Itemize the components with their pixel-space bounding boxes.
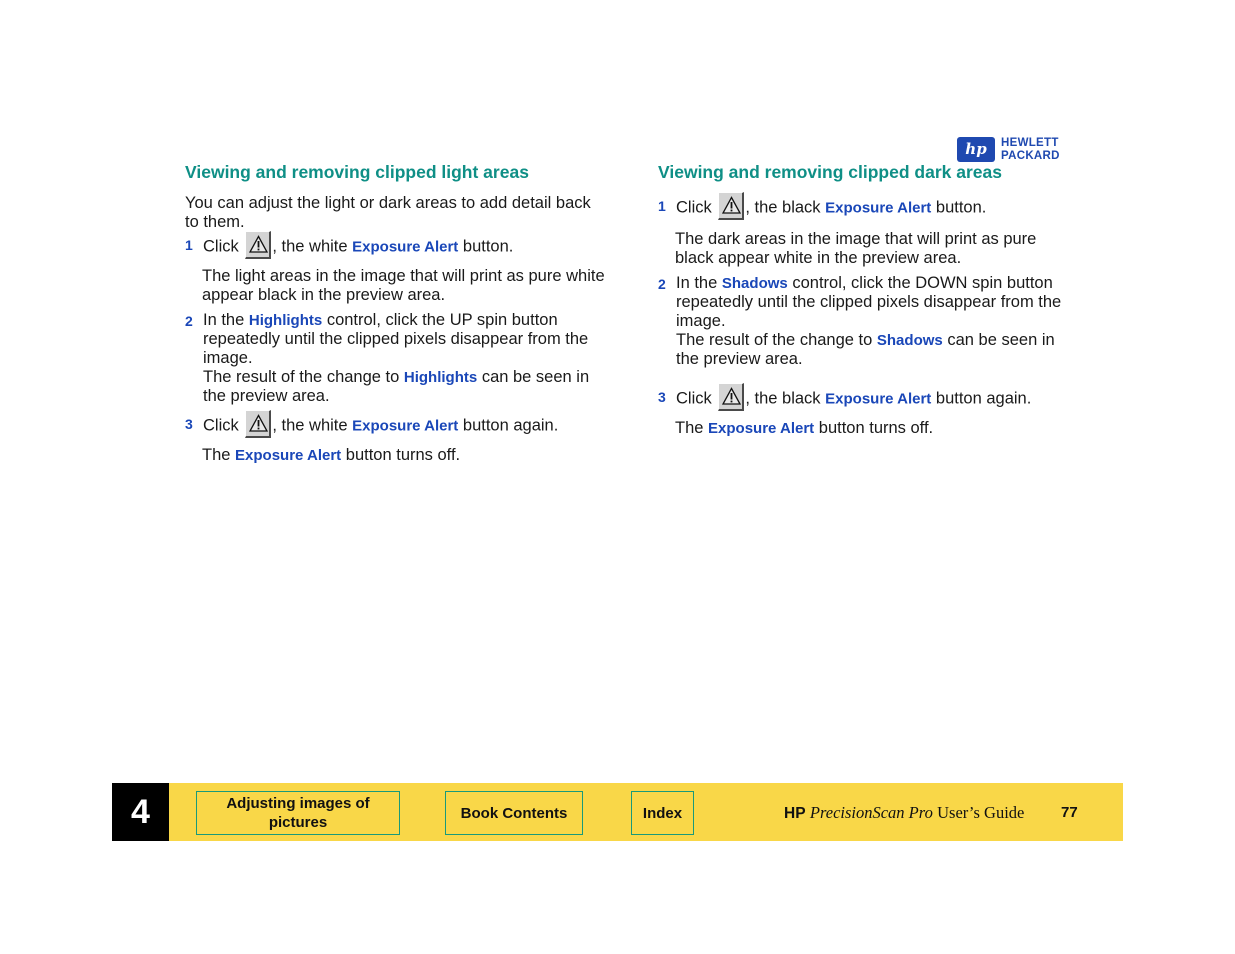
warning-triangle-icon [722, 196, 741, 215]
right-column [658, 160, 1078, 438]
warning-triangle-icon [249, 235, 268, 254]
step-text: The result of the change to [676, 331, 873, 349]
step-number: 3 [658, 389, 666, 405]
step-text: , the black [745, 198, 821, 217]
footer-bar [112, 783, 1123, 841]
step-number: 1 [658, 198, 666, 214]
step-number: 2 [658, 276, 666, 292]
step-text: In the [203, 311, 245, 329]
chapter-number: 4 [112, 783, 169, 841]
page-number: 77 [1061, 804, 1078, 821]
left-step-1-result: The light areas in the image that will print as pure white appear black in the preview area. [202, 267, 605, 304]
step-text: Click [676, 389, 712, 408]
exposure-alert-keyword: Exposure Alert [708, 420, 815, 437]
result-text: button turns off. [345, 446, 461, 464]
step-number: 1 [185, 237, 193, 253]
left-column [185, 160, 605, 465]
exposure-alert-keyword: Exposure Alert [352, 238, 459, 256]
shadows-keyword: Shadows [721, 275, 788, 292]
step-text: The result of the change to [203, 368, 400, 386]
step-text: , the black [745, 389, 821, 408]
result-text: button turns off. [818, 419, 934, 437]
result-text: The [202, 446, 231, 464]
exposure-alert-keyword: Exposure Alert [235, 447, 342, 464]
left-heading: Viewing and removing clipped light areas [185, 162, 529, 182]
book-contents-button[interactable]: Book Contents [445, 791, 583, 835]
hp-badge [957, 137, 995, 162]
result-text: The [675, 419, 704, 437]
right-step-3-result [658, 419, 1078, 438]
hp-badge-text: hp [965, 140, 987, 158]
step-text: control, click the DOWN spin button repeatedly until the clipped pixels disappear from the image. [676, 274, 1062, 330]
warning-triangle-icon [249, 414, 268, 433]
exposure-alert-button[interactable] [245, 231, 271, 259]
step-text: In the [676, 274, 718, 292]
step-text: , the white [272, 237, 348, 256]
guide-suffix: User’s Guide [937, 803, 1025, 822]
guide-product: PrecisionScan Pro [809, 803, 933, 822]
exposure-alert-keyword: Exposure Alert [352, 417, 459, 435]
hp-wordmark-line2: PACKARD [1001, 149, 1060, 162]
step-text: button. [462, 237, 514, 256]
left-step-3 [185, 414, 605, 438]
right-step-2 [658, 274, 1078, 369]
step-text: button again. [462, 416, 559, 435]
right-step-1 [658, 196, 1078, 220]
exposure-alert-keyword: Exposure Alert [825, 390, 932, 408]
exposure-alert-button[interactable] [245, 410, 271, 438]
step-text: Click [676, 198, 712, 217]
exposure-alert-keyword: Exposure Alert [825, 199, 932, 217]
index-button[interactable]: Index [631, 791, 694, 835]
exposure-alert-button[interactable] [718, 383, 744, 411]
exposure-alert-button[interactable] [718, 192, 744, 220]
highlights-keyword: Highlights [248, 312, 323, 329]
section-link-button[interactable]: Adjusting images of pictures [196, 791, 400, 835]
step-text: Click [203, 416, 239, 435]
hp-wordmark-line1: HEWLETT [1001, 137, 1059, 149]
step-number: 3 [185, 416, 193, 432]
left-step-3-result [185, 446, 605, 465]
hp-wordmark [1001, 137, 1060, 162]
step-number: 2 [185, 313, 193, 329]
step-text: Click [203, 237, 239, 256]
step-text: can be seen in the preview area. [676, 331, 1055, 368]
highlights-keyword: Highlights [403, 369, 478, 386]
step-text: can be seen in the preview area. [203, 368, 590, 405]
guide-brand: HP [784, 805, 806, 822]
guide-title [784, 803, 1024, 823]
left-intro: You can adjust the light or dark areas to add detail back to them. [185, 194, 591, 231]
warning-triangle-icon [722, 387, 741, 406]
step-text: , the white [272, 416, 348, 435]
step-text: control, click the UP spin button repeatedly until the clipped pixels disappear from the image. [203, 311, 589, 367]
right-step-1-result: The dark areas in the image that will print as pure black appear white in the preview area. [675, 230, 1037, 267]
step-text: button again. [935, 389, 1032, 408]
left-step-2 [185, 311, 605, 406]
step-text: button. [935, 198, 987, 217]
right-step-3 [658, 387, 1078, 411]
left-step-1 [185, 235, 605, 259]
shadows-keyword: Shadows [876, 332, 943, 349]
right-heading: Viewing and removing clipped dark areas [658, 162, 1002, 182]
